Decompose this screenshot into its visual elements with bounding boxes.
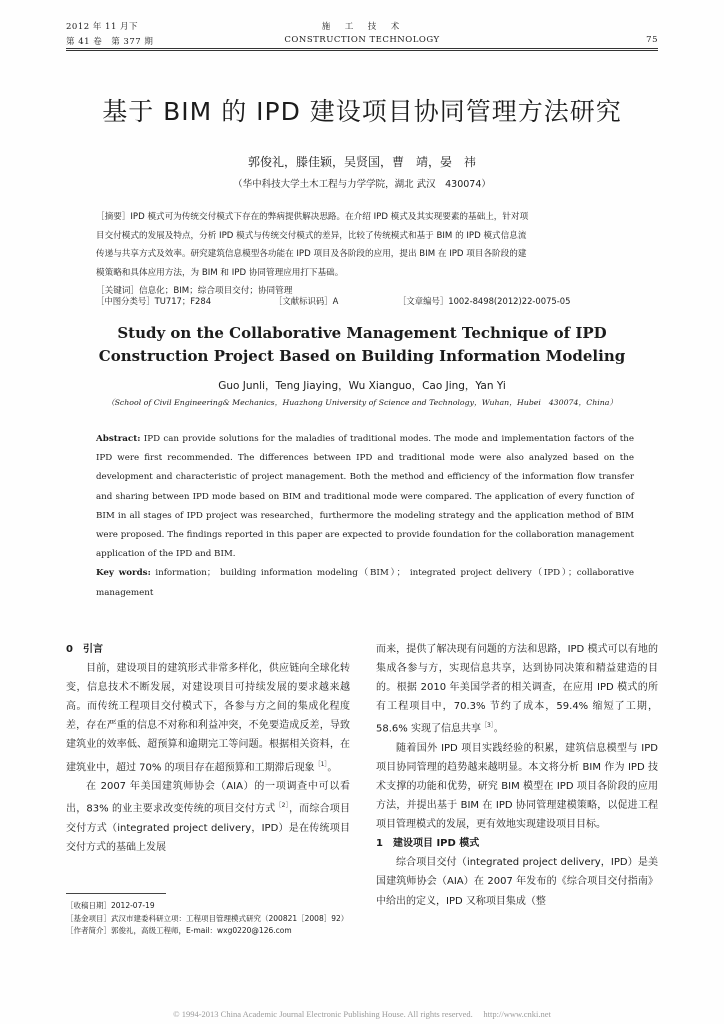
affiliation-en: （School of Civil Engineering& Mechanics，Huazhong University of Science and Technology，Wuhan，Hubei 430074，China） <box>106 398 618 407</box>
header-volume: 第 41 卷 第 377 期 <box>66 37 154 47</box>
copyright-notice: © 1994-2013 China Academic Journal Electronic Publishing House. All rights reserved. http://www.cnki.net <box>173 1009 551 1019</box>
journal-name-en: CONSTRUCTION TECHNOLOGY <box>284 35 440 45</box>
authors-cn: 郭俊礼，滕佳颖，吴贤国，曹 靖，晏 祎 <box>247 155 476 169</box>
abstract-cn-line: 传递与共享方式及效率。研究建筑信息模型各功能在 IPD 项目及各阶段的应用，提出 BIM 在 IPD 项目各阶段的建 <box>96 249 527 260</box>
page-number: 75 <box>646 35 658 45</box>
body-paragraph: 综合项目交付（integrated project delivery，IPD）是美国建筑师协会（AIA）在 2007 年发布的《综合项目交付指南》中给出的定义，IPD 又称项目集成（整 <box>376 857 658 907</box>
header-rule <box>66 48 658 49</box>
abstract-cn <box>96 208 634 301</box>
abstract-cn-line: ［摘要］IPD 模式可为传统交付模式下存在的弊病提供解决思路。在介绍 IPD 模式及其实现要素的基础上，针对项 <box>96 212 529 222</box>
footnote-rule <box>66 893 166 894</box>
abstract-cn-line: 目交付模式的发展及特点，分析 IPD 模式与传统交付模式的差异，比较了传统模式和基于 BIM 的 IPD 模式信息流 <box>96 230 527 241</box>
paper-title-cn: 基于 BIM 的 IPD 建设项目协同管理方法研究 <box>102 97 622 126</box>
footnote-author: ［作者简介］郭俊礼，高级工程师，E-mail：wxg0220@126.com <box>66 926 292 935</box>
body-paragraph: 目前，建设项目的建筑形式非常多样化，供应链向全球化转变，信息技术不断发展，对建设项目可持续发展的要求越来越高。而传统工程项目交付模式下，各参与方之间的集成化程度差，存在严重的信息不对称和利益冲突，不免要造成反差，导致建筑业的效率低、超预算和逾期完工等问题。根据相关资料，在建筑业中，超过 70% 的项目存在超预算和工期滞后现象$^{[1]}$。 <box>66 663 350 773</box>
clc-number: ［中图分类号］TU717；F284 <box>96 296 212 306</box>
article-number: ［文章编号］1002-8498(2012)22-0075-05 <box>398 296 571 306</box>
footnote-received: ［收稿日期］2012-07-19 <box>66 901 155 910</box>
body-paragraph: 在 2007 年美国建筑师协会（AIA）的一项调查中可以看出，83% 的业主要求改变传统的项目交付方式$^{[2]}$，而综合项目交付方式（integrated project delivery，IPD）是在传统项目交付方式的基础上发展 <box>66 780 351 853</box>
journal-name-cn: 施 工 技 术 <box>321 22 403 32</box>
body-paragraph: 随着国外 IPD 项目实践经验的积累，建筑信息模型与 IPD 项目协同管理的趋势越来越明显。本文将分析 BIM 作为 IPD 技术支撑的功能和优势，研究 BIM 模型在 IPD 项目各阶段的应用方法，并提出基于 BIM 在 IPD 协同管理建模策略，以促进工程项目管理模式的发展，更有效地实现建设项目目标。 <box>376 742 658 831</box>
section-heading-ipd: 1 建设项目 IPD 模式 <box>376 838 480 850</box>
abstract-cn-line: 模策略和具体应用方法，为 BIM 和 IPD 协同管理应用打下基础。 <box>96 267 344 278</box>
keywords-en <box>96 564 634 602</box>
header-rule-2 <box>66 50 658 51</box>
abstract-en-label: Abstract: <box>96 434 141 444</box>
abstract-en <box>96 430 634 603</box>
paper-title-en-line1: Study on the Collaborative Management Technique of IPD <box>117 324 607 342</box>
affiliation-cn: （华中科技大学土木工程与力学学院，湖北 武汉 430074） <box>233 179 491 190</box>
abstract-en-text: IPD can provide solutions for the maladies of traditional modes. The mode and implementation factors of the IPD were first recommended. The differences between IPD and traditional mode were also analyzed based on the development and characteristic of project management. Both the method and efficiency of the information flow transfer and sharing between IPD mode based on BIM and traditional mode were compared. The application of every function of BIM in all stages of IPD project was researched，furthermore the modeling strategy and the application method of BIM were proposed. The findings reported in this paper are expected to provide foundation for the collaboration management application of the IPD and BIM. <box>96 434 635 560</box>
body-left-column <box>66 640 350 857</box>
header-date: 2012 年 11 月下 <box>66 22 139 32</box>
citation-ref: ［2］ <box>275 802 289 810</box>
body-paragraph: 而来，提供了解决现有问题的方法和思路，IPD 模式可以有地的集成各参与方，实现信息共享，达到协同决策和精益建造的目的。根据 2010 年美国学者的相关调查，在应用 IPD 模式的所有工程项目中，70.3% 节约了成本，59.4% 缩短了工期，58.6% 实现了信息共享$^{[3]}$。 <box>376 644 658 735</box>
document-code: ［文献标识码］A <box>274 296 339 306</box>
classification-row <box>96 295 634 307</box>
paper-title-en <box>0 322 724 368</box>
keywords-en-text: information； building information modeling（BIM）； integrated project delivery（IPD）；collaborative management <box>96 568 635 598</box>
paper-title-en-line2: Construction Project Based on Building Information Modeling <box>98 347 626 365</box>
authors-en: Guo Junli，Teng Jiaying，Wu Xianguo，Cao Jing，Yan Yi <box>218 380 506 392</box>
footnote-funding: ［基金项目］武汉市建委科研立项：工程项目管理模式研究（200821［2008］92） <box>66 913 349 923</box>
body-right-column <box>376 640 658 911</box>
footnotes <box>66 900 356 938</box>
keywords-en-label: Key words: <box>96 568 151 579</box>
section-heading-intro: 0 引言 <box>66 644 103 655</box>
citation-ref: ［1］ <box>314 760 328 768</box>
keywords-cn: ［关键词］信息化；BIM；综合项目交付；协同管理 <box>96 286 293 297</box>
citation-ref: ［3］ <box>480 722 494 730</box>
